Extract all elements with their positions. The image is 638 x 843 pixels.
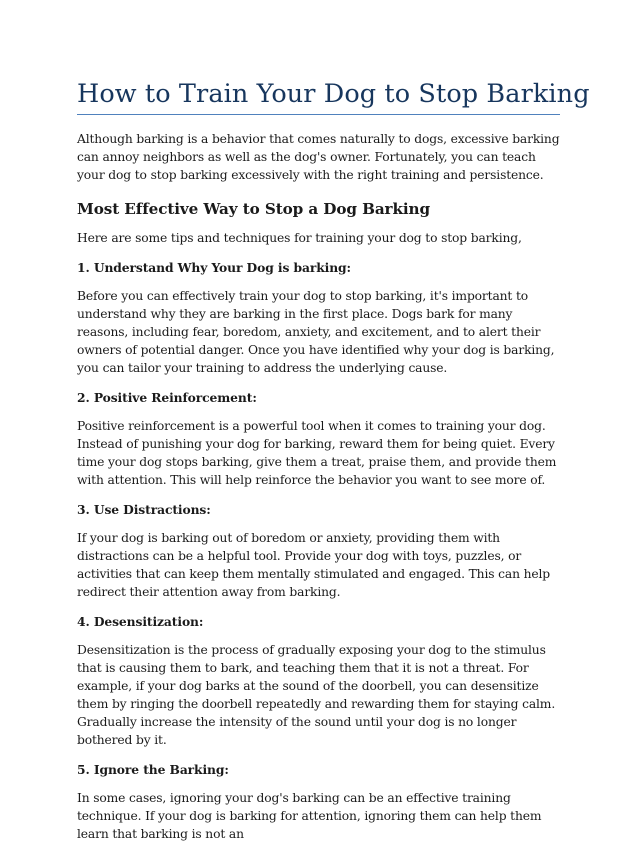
tip-1-heading: 1. Understand Why Your Dog is barking: — [77, 260, 351, 275]
tip-1-body: Before you can effectively train your dog to stop barking, it's important to understand why they are barking in the first place. Dogs bark for many reasons, including fear, boredom, anxiety, and excitement, and to alert their owners of potential danger. Once you have identified why your dog is barking, you can tailor your training to address the underlying cause. — [77, 289, 555, 375]
tip-2-heading: 2. Positive Reinforcement: — [77, 390, 257, 405]
tip-4-heading: 4. Desensitization: — [77, 614, 204, 629]
section-intro-paragraph: Here are some tips and techniques for training your dog to stop barking, — [77, 231, 522, 245]
tip-5-heading: 5. Ignore the Barking: — [77, 762, 229, 777]
intro-paragraph: Although barking is a behavior that comes naturally to dogs, excessive barking can annoy neighbors as well as the dog's owner. Fortunately, you can teach your dog to stop barking excessively with the right training and persistence. — [77, 132, 560, 182]
tip-3-heading: 3. Use Distractions: — [77, 502, 211, 517]
tip-5-body: In some cases, ignoring your dog's barking can be an effective training technique. If your dog is barking for attention, ignoring them can help them learn that barking is not an — [77, 791, 542, 841]
document-title: How to Train Your Dog to Stop Barking — [77, 78, 560, 115]
section-heading: Most Effective Way to Stop a Dog Barking — [77, 200, 431, 218]
tip-2-body: Positive reinforcement is a powerful tool when it comes to training your dog. Instead of punishing your dog for barking, reward them for being quiet. Every time your dog stops barking, give them a treat, praise them, and provide them with attention. This will help reinforce the behavior you want to see more of. — [77, 419, 557, 487]
tip-4-body: Desensitization is the process of gradually exposing your dog to the stimulus that is causing them to bark, and teaching them that it is not a threat. For example, if your dog barks at the sound of the doorbell, you can desensitize them by ringing the doorbell repeatedly and rewarding them for staying calm. Gradually increase the intensity of the sound until your dog is no longer bothered by it. — [77, 643, 556, 747]
tip-3-body: If your dog is barking out of boredom or anxiety, providing them with distractions can be a helpful tool. Provide your dog with toys, puzzles, or activities that can keep them mentally stimulated and engaged. This can help redirect their attention away from barking. — [77, 531, 551, 599]
